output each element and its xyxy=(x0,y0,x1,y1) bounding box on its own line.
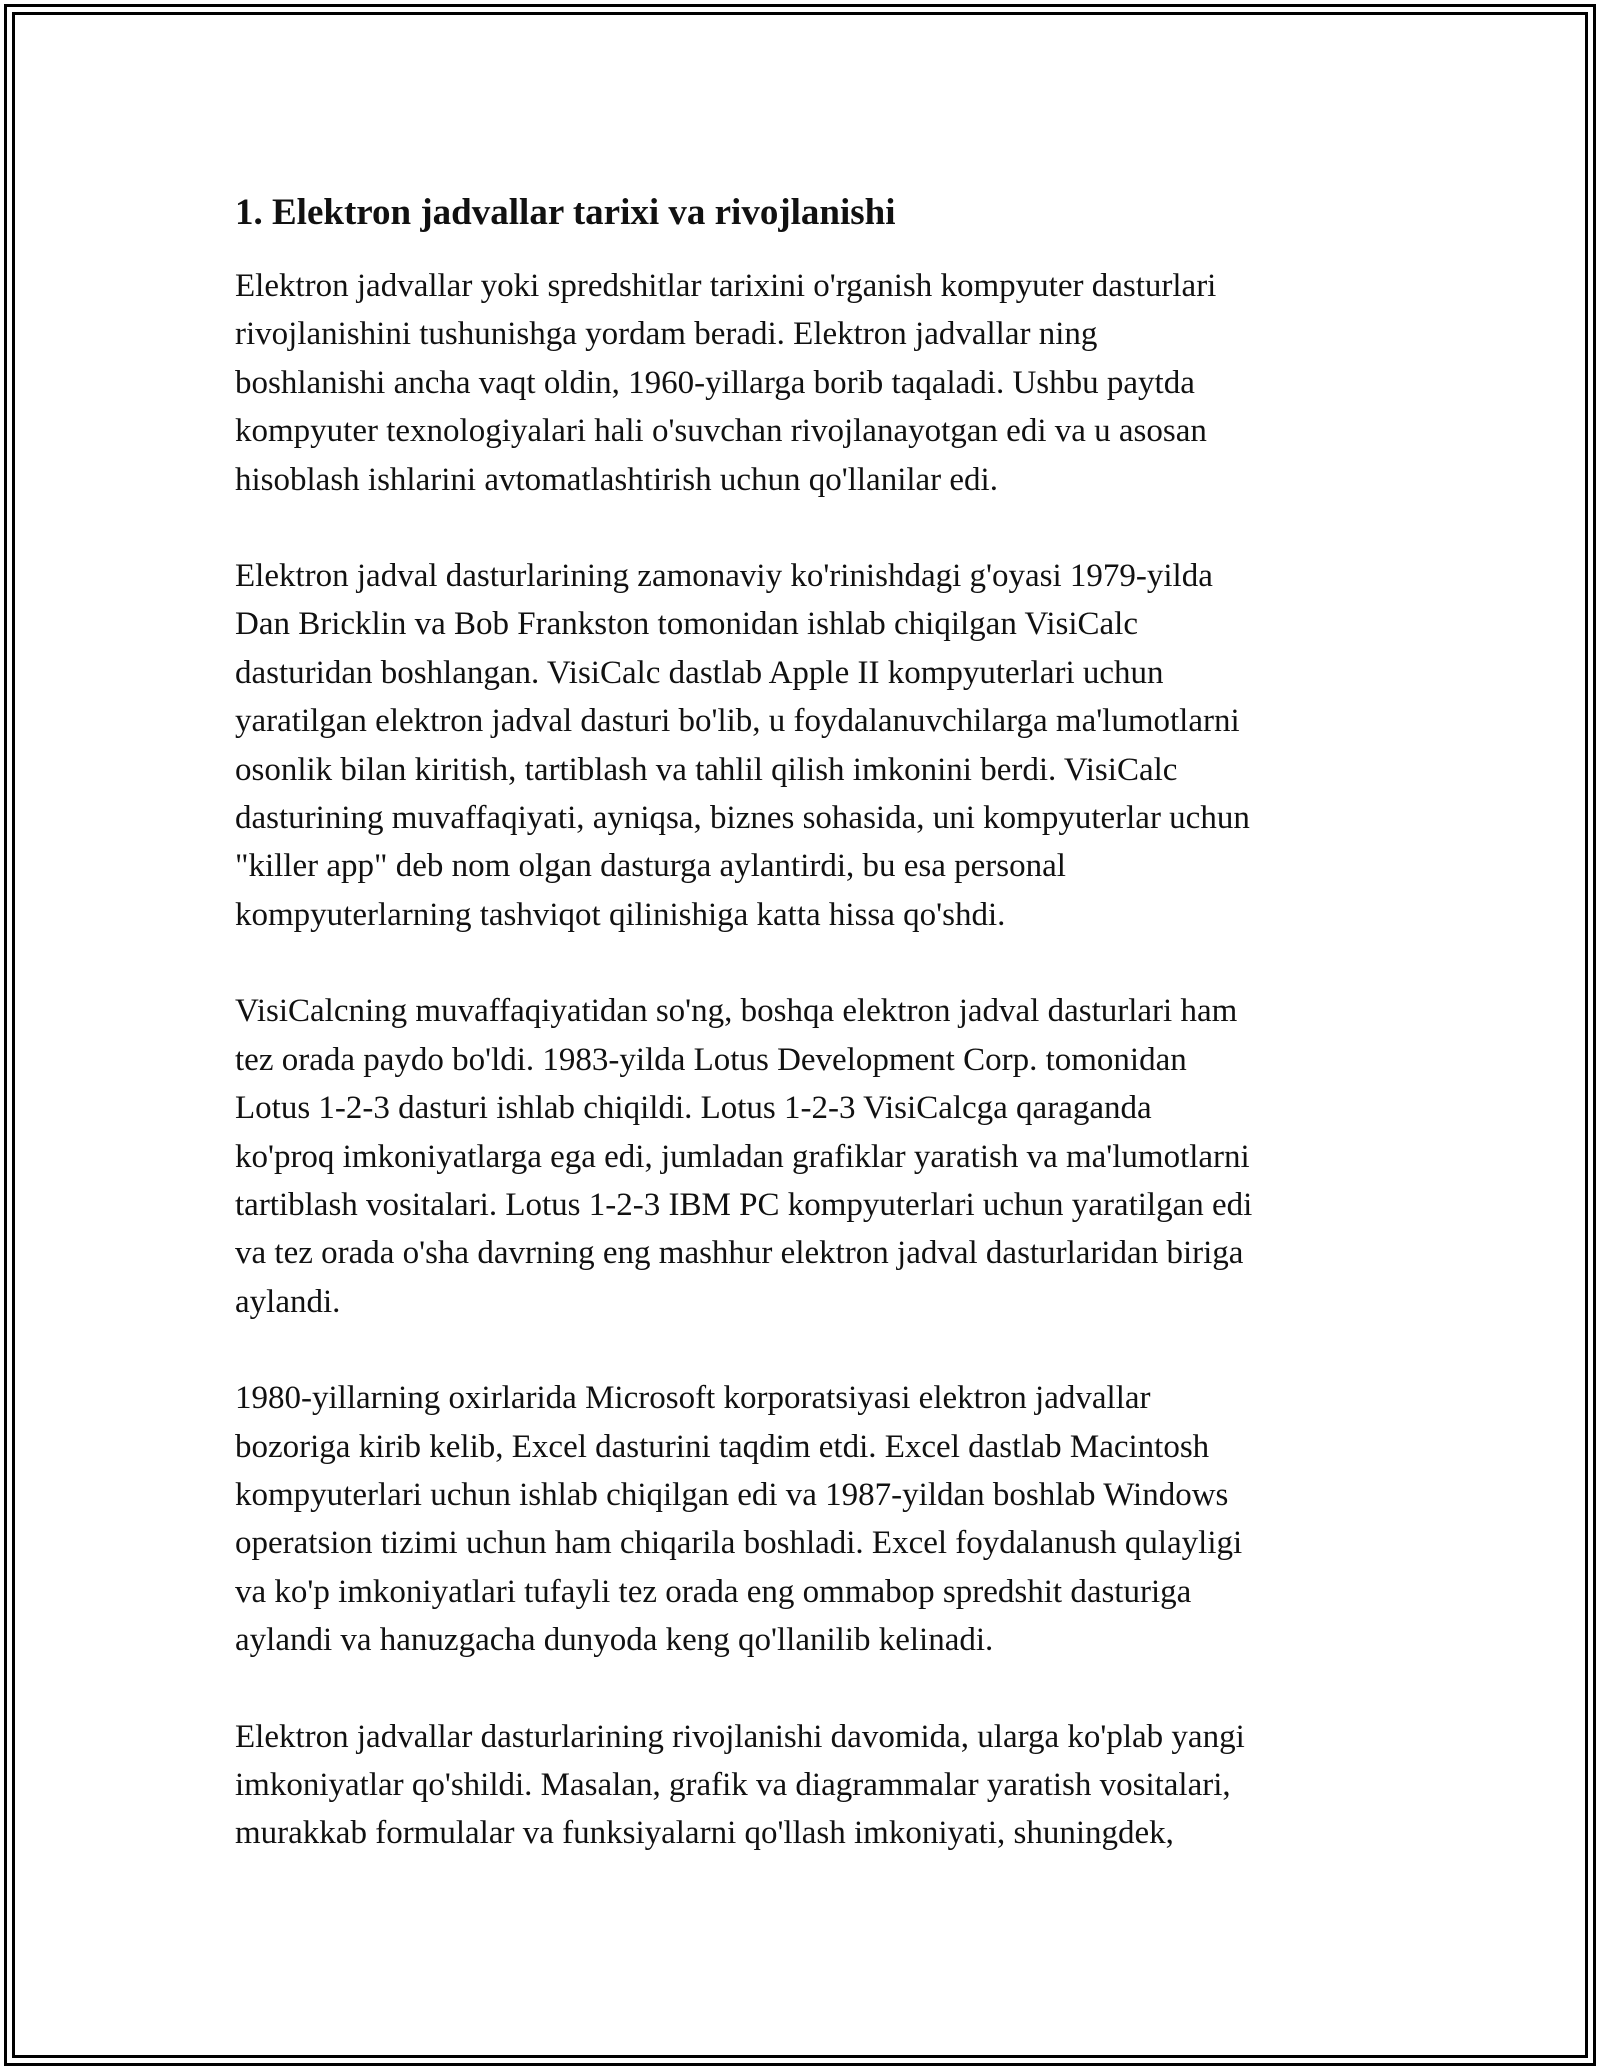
text-line: va ko'p imkoniyatlari tufayli tez orada eng ommabop spredshit dasturiga xyxy=(235,1573,1192,1610)
paragraph-2 xyxy=(235,552,1375,939)
text-line: Elektron jadval dasturlarining zamonaviy ko'rinishdagi g'oyasi 1979-yilda xyxy=(235,558,1213,595)
text-line: bozoriga kirib kelib, Excel dasturini taqdim etdi. Excel dastlab Macintosh xyxy=(235,1428,1210,1465)
text-line: tartiblash vositalari. Lotus 1-2-3 IBM PC kompyuterlari uchun yaratilgan edi xyxy=(235,1186,1253,1223)
paragraph-1 xyxy=(235,262,1375,504)
text-line: Elektron jadvallar yoki spredshitlar tarixini o'rganish kompyuter dasturlari xyxy=(235,268,1217,304)
text-line: tez orada paydo bo'ldi. 1983-yilda Lotus Development Corp. tomonidan xyxy=(235,1041,1187,1078)
text-line: kompyuterlarning tashviqot qilinishiga katta hissa qo'shdi. xyxy=(235,896,1006,933)
text-line: kompyuterlari uchun ishlab chiqilgan edi va 1987-yildan boshlab Windows xyxy=(235,1476,1229,1513)
text-line: imkoniyatlar qo'shildi. Masalan, grafik va diagrammalar yaratish vositalari, xyxy=(235,1766,1231,1803)
paragraph-3 xyxy=(235,987,1375,1326)
text-line: boshlanishi ancha vaqt oldin, 1960-yillarga borib taqaladi. Ushbu paytda xyxy=(235,364,1195,401)
text-line: osonlik bilan kiritish, tartiblash va tahlil qilish imkonini berdi. VisiCalc xyxy=(235,751,1178,788)
text-line: aylandi. xyxy=(235,1283,341,1320)
text-line: Lotus 1-2-3 dasturi ishlab chiqildi. Lotus 1-2-3 VisiCalcga qaraganda xyxy=(235,1090,1152,1127)
section-heading: 1. Elektron jadvallar tarixi va rivojlanishi xyxy=(235,192,896,233)
text-line: va tez orada o'sha davrning eng mashhur elektron jadval dasturlaridan biriga xyxy=(235,1235,1244,1272)
paragraph-4 xyxy=(235,1374,1375,1664)
text-line: 1980-yillarning oxirlarida Microsoft korporatsiyasi elektron jadvallar xyxy=(235,1380,1151,1417)
text-line: dasturidan boshlangan. VisiCalc dastlab Apple II kompyuterlari uchun xyxy=(235,654,1164,691)
text-line: dasturining muvaffaqiyati, ayniqsa, biznes sohasida, uni kompyuterlar uchun xyxy=(235,800,1250,837)
text-line: operatsion tizimi uchun ham chiqarila boshladi. Excel foydalanush qulayligi xyxy=(235,1525,1243,1562)
document-body xyxy=(235,185,1375,1906)
text-line: murakkab formulalar va funksiyalarni qo'llash imkoniyati, shuningdek, xyxy=(235,1815,1174,1852)
text-line: kompyuter texnologiyalari hali o'suvchan rivojlanayotgan edi va u asosan xyxy=(235,413,1207,450)
text-line: Elektron jadvallar dasturlarining rivojlanishi davomida, ularga ko'plab yangi xyxy=(235,1718,1245,1755)
text-line: rivojlanishini tushunishga yordam beradi. Elektron jadvallar ning xyxy=(235,316,1098,353)
text-line: "killer app" deb nom olgan dasturga aylantirdi, bu esa personal xyxy=(235,848,1066,885)
text-line: yaratilgan elektron jadval dasturi bo'lib, u foydalanuvchilarga ma'lumotlarni xyxy=(235,703,1240,740)
paragraph-5 xyxy=(235,1713,1375,1858)
text-line: aylandi va hanuzgacha dunyoda keng qo'llanilib kelinadi. xyxy=(235,1622,994,1659)
text-line: Dan Bricklin va Bob Frankston tomonidan ishlab chiqilgan VisiCalc xyxy=(235,606,1138,643)
text-line: VisiCalcning muvaffaqiyatidan so'ng, boshqa elektron jadval dasturlari ham xyxy=(235,993,1238,1030)
text-line: ko'proq imkoniyatlarga ega edi, jumladan grafiklar yaratish va ma'lumotlarni xyxy=(235,1138,1250,1175)
text-line: hisoblash ishlarini avtomatlashtirish uchun qo'llanilar edi. xyxy=(235,461,998,498)
